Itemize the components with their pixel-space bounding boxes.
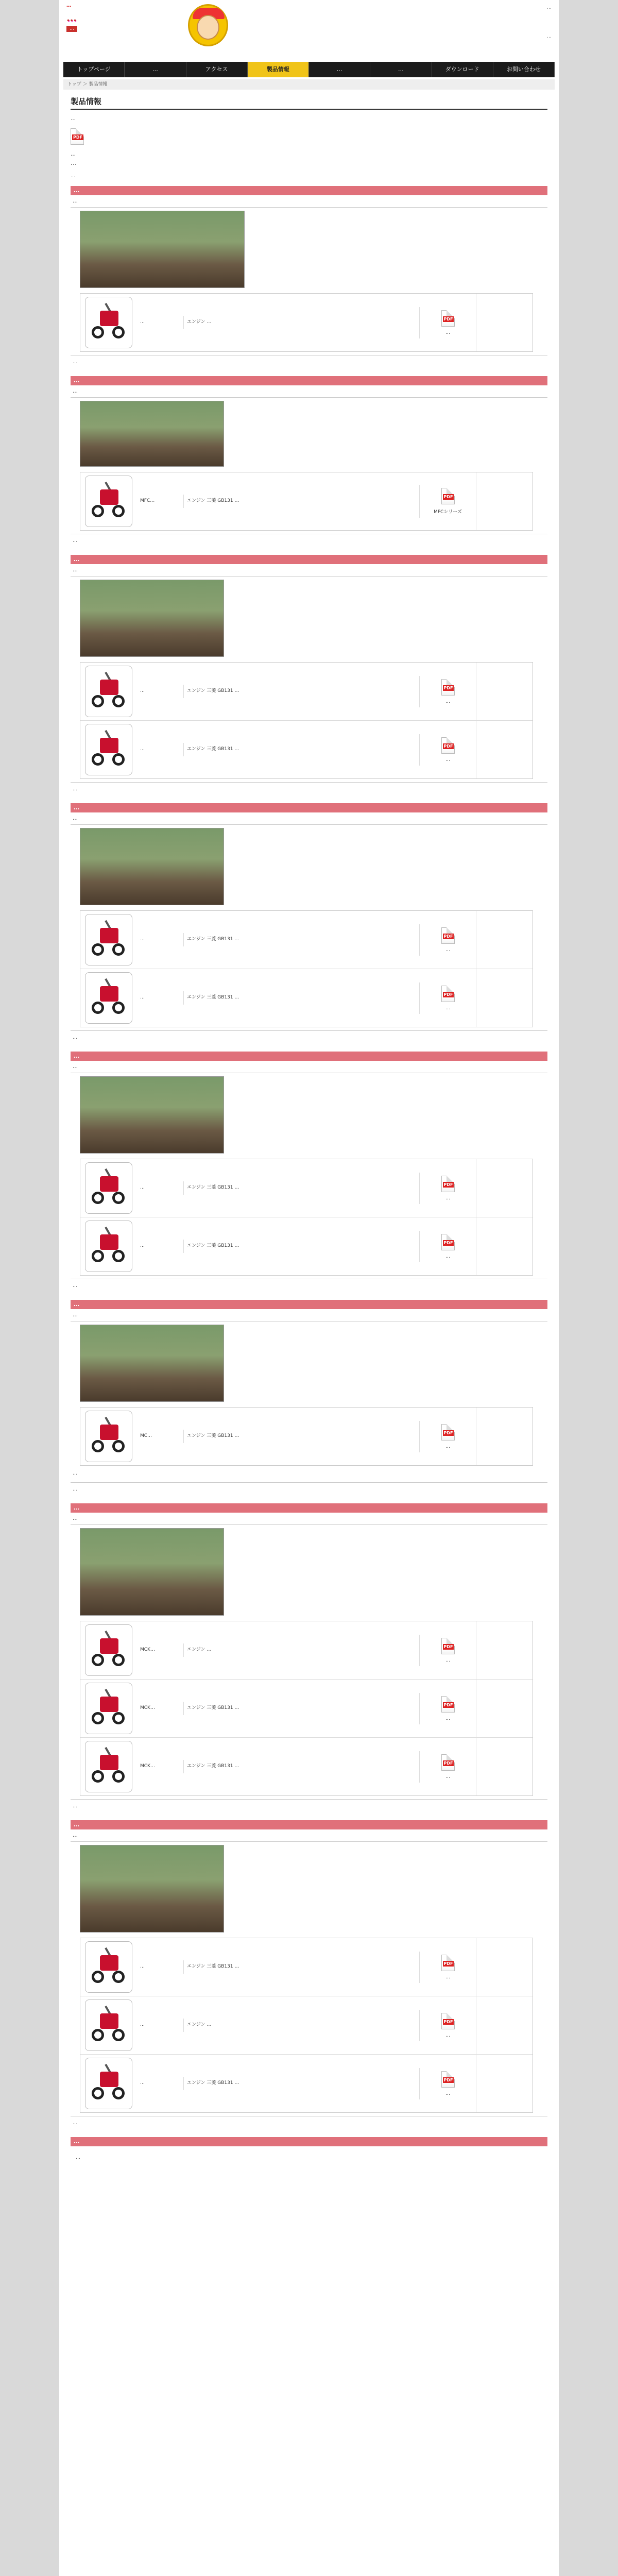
price-note: … (71, 355, 547, 369)
site-logo[interactable] (66, 3, 185, 46)
contact-info: … (547, 34, 552, 39)
section-title: … (71, 376, 547, 385)
pdf-label: … (445, 1253, 450, 1259)
product-section (71, 376, 547, 548)
catalog-pdf-link[interactable] (419, 1635, 476, 1666)
pdf-icon[interactable]: PDF (441, 1696, 455, 1713)
product-spec: エンジン 三菱 GB131 … (183, 1181, 419, 1195)
product-row (80, 1738, 533, 1795)
product-section (71, 555, 547, 796)
product-image[interactable] (85, 1683, 132, 1734)
product-image[interactable] (85, 1941, 132, 1993)
product-spec: エンジン … (183, 316, 419, 329)
product-model: … (140, 2022, 145, 2028)
top-link[interactable]: … (547, 5, 552, 10)
product-image[interactable] (85, 1221, 132, 1272)
product-model: … (140, 2080, 145, 2086)
pdf-icon[interactable]: PDF (71, 128, 84, 145)
product-image[interactable] (85, 297, 132, 348)
section-title: … (71, 1052, 547, 1061)
product-table (80, 472, 533, 531)
product-image[interactable] (85, 914, 132, 965)
product-model: MCK… (140, 1764, 155, 1769)
notice-text: … (71, 174, 75, 179)
nav-item-7[interactable]: ダウンロード (432, 62, 493, 77)
field-photo (80, 1845, 224, 1933)
pdf-icon[interactable]: PDF (441, 1424, 455, 1440)
product-image[interactable] (85, 1162, 132, 1214)
pdf-label: … (445, 699, 450, 704)
page (59, 0, 559, 2576)
catalog-pdf-link[interactable] (419, 1421, 476, 1452)
pdf-label: … (445, 757, 450, 762)
product-row (80, 1621, 533, 1680)
pdf-label: … (445, 1716, 450, 1721)
pdf-label: … (445, 2091, 450, 2096)
product-row (80, 472, 533, 530)
section-lead: … (71, 1513, 547, 1525)
pdf-icon[interactable]: PDF (441, 310, 455, 327)
product-row (80, 1159, 533, 1217)
footnote: … (76, 2155, 80, 2160)
price-note: … (71, 1030, 547, 1044)
product-model: … (140, 747, 145, 752)
catalog-pdf-link[interactable] (419, 1173, 476, 1204)
product-table (80, 1407, 533, 1466)
section-lead: … (71, 1309, 547, 1321)
product-section (71, 1820, 547, 2130)
product-row (80, 1996, 533, 2055)
section-lead: … (71, 1829, 547, 1842)
nav-item-3[interactable]: アクセス (186, 62, 248, 77)
price-note: … (71, 1482, 547, 1496)
product-table (80, 1938, 533, 2113)
pdf-label: … (445, 1005, 450, 1011)
pdf-icon[interactable]: PDF (441, 2071, 455, 2088)
product-model: … (140, 1964, 145, 1970)
section-title: … (71, 186, 547, 195)
category-heading: … (71, 159, 77, 166)
section-lead: … (71, 564, 547, 577)
price-note: … (71, 1279, 547, 1293)
rotary-price-note: … (73, 1471, 77, 1476)
product-model: … (140, 688, 145, 694)
pdf-label: … (445, 1444, 450, 1449)
pdf-icon[interactable]: PDF (441, 488, 455, 504)
product-model: … (140, 1243, 145, 1249)
product-table (80, 1621, 533, 1796)
product-spec: エンジン 三菱 GB131 … (183, 1960, 419, 1974)
catalog-pdf-link[interactable] (419, 485, 476, 518)
pdf-icon[interactable]: PDF (441, 1176, 455, 1192)
product-model: MFC… (140, 498, 155, 504)
section-lead: … (71, 385, 547, 398)
pdf-icon[interactable]: PDF (441, 2013, 455, 2029)
price-note: … (71, 534, 547, 548)
product-section (71, 1052, 547, 1293)
logo-url: … (66, 26, 77, 32)
section-title: … (71, 2137, 547, 2146)
section-lead: … (71, 195, 547, 208)
product-row (80, 721, 533, 778)
product-spec: エンジン 三菱 GB131 … (183, 685, 419, 698)
nav-item-6[interactable]: … (370, 62, 432, 77)
page-title: 製品情報 (71, 96, 547, 110)
product-spec: エンジン 三菱 GB131 … (183, 1430, 419, 1443)
product-spec: エンジン 三菱 GB131 … (183, 743, 419, 756)
pdf-icon[interactable]: PDF (441, 927, 455, 944)
pdf-label: … (445, 1195, 450, 1201)
mascot-image (188, 4, 228, 46)
site-header (59, 0, 559, 62)
section-title: … (71, 803, 547, 812)
catalog-pdf-link[interactable] (419, 1693, 476, 1724)
pdf-label: … (445, 947, 450, 953)
product-spec: エンジン … (183, 1643, 419, 1657)
product-spec: エンジン 三菱 GB131 … (183, 1760, 419, 1773)
field-photo (80, 1325, 224, 1402)
catalog-pdf-link[interactable] (419, 307, 476, 338)
section-lead: … (71, 812, 547, 825)
product-row (80, 969, 533, 1027)
field-photo (80, 211, 245, 288)
pdf-icon[interactable]: PDF (441, 1234, 455, 1250)
breadcrumb: トップ ＞ 製品情報 (63, 79, 555, 90)
pdf-label: … (445, 1974, 450, 1980)
nav-item-5[interactable]: … (309, 62, 370, 77)
pdf-icon[interactable]: PDF (441, 986, 455, 1002)
product-row (80, 1408, 533, 1465)
product-table (80, 662, 533, 779)
product-model: … (140, 937, 145, 942)
product-section (71, 1503, 547, 1813)
logo-tagline: … (66, 3, 72, 8)
pdf-label: … (445, 1657, 450, 1663)
field-photo (80, 1528, 224, 1616)
product-model: … (140, 1185, 145, 1191)
nav-item-1[interactable]: トップページ (63, 62, 125, 77)
pdf-icon[interactable]: PDF (441, 1955, 455, 1971)
product-model: MCK… (140, 1647, 155, 1653)
product-row (80, 294, 533, 351)
product-table (80, 910, 533, 1027)
product-image[interactable] (85, 972, 132, 1024)
pdf-label: … (445, 330, 450, 335)
pdf-icon[interactable]: PDF (441, 679, 455, 696)
catalog-pdf-link[interactable] (419, 982, 476, 1014)
field-photo (80, 828, 224, 905)
price-note: … (71, 1799, 547, 1813)
price-note: … (71, 2116, 547, 2130)
product-spec: エンジン 三菱 GB131 … (183, 2077, 419, 2090)
pdf-icon[interactable]: PDF (441, 1638, 455, 1654)
product-table (80, 293, 533, 352)
field-photo (80, 401, 224, 467)
catalog-pdf-link[interactable] (419, 734, 476, 766)
product-row (80, 663, 533, 721)
nav-item-8[interactable]: お問い合わせ (493, 62, 555, 77)
product-spec: エンジン 三菱 GB131 … (183, 933, 419, 946)
product-image[interactable] (85, 1999, 132, 2051)
product-image[interactable] (85, 476, 132, 527)
product-row (80, 911, 533, 969)
product-row (80, 1680, 533, 1738)
product-image[interactable] (85, 1624, 132, 1676)
catalog-pdf-link[interactable] (419, 1751, 476, 1783)
product-image[interactable] (85, 724, 132, 775)
field-photo (80, 1076, 224, 1154)
pdf-icon[interactable]: PDF (441, 1754, 455, 1771)
product-image[interactable] (85, 1741, 132, 1792)
catalog-pdf-link[interactable] (419, 676, 476, 707)
catalog-pdf-link[interactable] (419, 1952, 476, 1983)
global-nav (63, 62, 555, 77)
pdf-label: … (445, 1774, 450, 1780)
price-note: … (71, 782, 547, 796)
product-section (71, 1300, 547, 1496)
nav-item-4[interactable]: 製品情報 (248, 62, 309, 77)
field-photo (80, 580, 224, 657)
pdf-label: … (445, 2032, 450, 2038)
logo-company-name: … (66, 11, 77, 24)
product-table (80, 1159, 533, 1276)
product-row (80, 2055, 533, 2112)
product-section (71, 186, 547, 369)
product-spec: エンジン 三菱 GB131 … (183, 1702, 419, 1715)
main-content (71, 96, 547, 2162)
product-spec: エンジン 三菱 GB131 … (183, 495, 419, 508)
section-title: … (71, 1820, 547, 1829)
product-row (80, 1938, 533, 1996)
product-model: MC… (140, 1433, 152, 1439)
catalog-pdf-link[interactable] (419, 924, 476, 956)
product-image[interactable] (85, 1411, 132, 1462)
product-spec: エンジン 三菱 GB131 … (183, 991, 419, 1005)
section-title: … (71, 1300, 547, 1309)
product-spec: エンジン 三菱 GB131 … (183, 1240, 419, 1253)
intro-text: … (71, 116, 76, 122)
pdf-icon[interactable]: PDF (441, 737, 455, 754)
product-row (80, 1217, 533, 1275)
product-model: MCK… (140, 1705, 155, 1711)
section-title: … (71, 555, 547, 564)
product-image[interactable] (85, 666, 132, 717)
section-title: … (71, 1503, 547, 1513)
product-spec: エンジン … (183, 2019, 419, 2032)
catalog-pdf-link[interactable] (419, 2010, 476, 2041)
product-model: … (140, 319, 145, 325)
product-section (71, 803, 547, 1044)
catalog-heading: … (71, 151, 76, 157)
pdf-label: MFCシリーズ (434, 510, 462, 515)
catalog-pdf-link[interactable] (419, 1231, 476, 1262)
catalog-pdf-link[interactable] (419, 2068, 476, 2099)
product-image[interactable] (85, 2058, 132, 2109)
section-lead: … (71, 1061, 547, 1073)
product-model: … (140, 995, 145, 1001)
nav-item-2[interactable]: … (125, 62, 186, 77)
